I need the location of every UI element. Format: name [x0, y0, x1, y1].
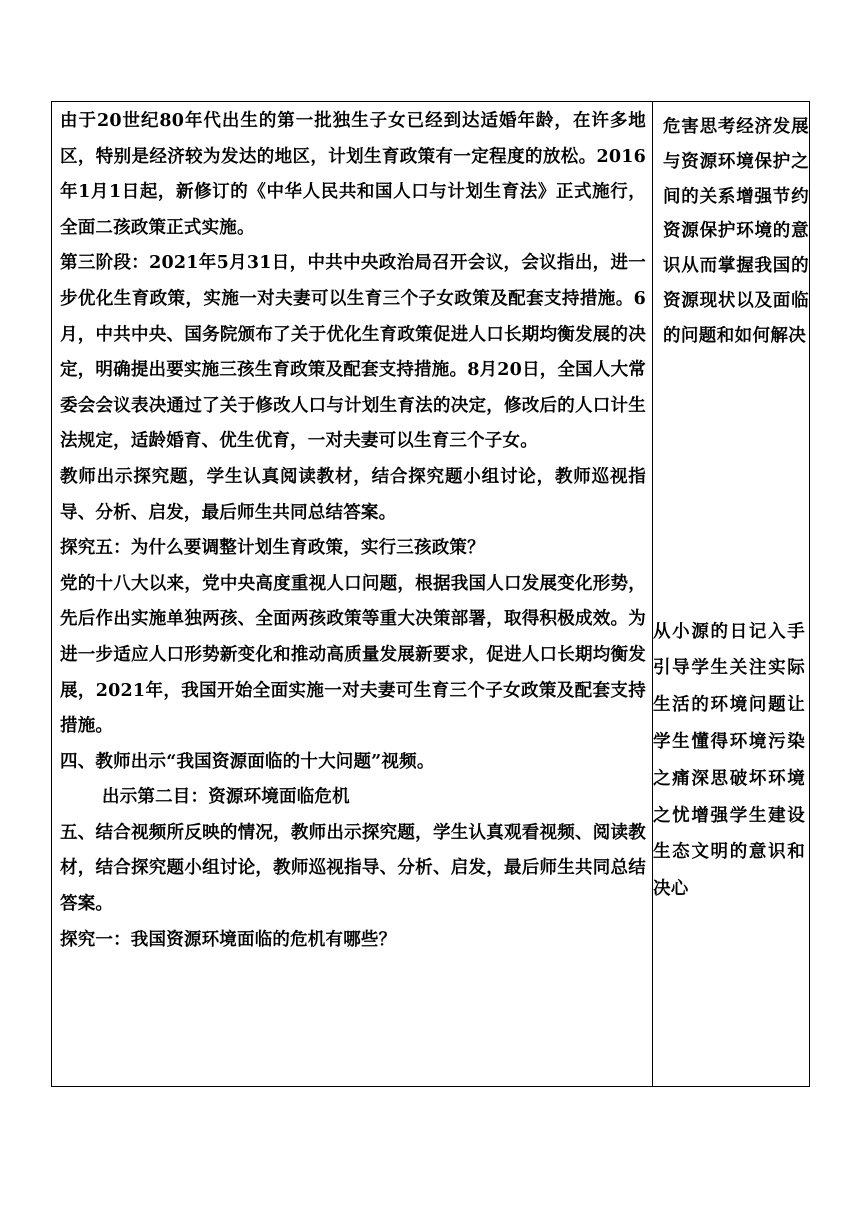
paragraph-step-four-video: 四、教师出示“我国资源面临的十大问题”视频。	[60, 751, 435, 772]
paragraph-inquiry-one-question: 探究一：我国资源环境面临的危机有哪些？	[60, 929, 397, 950]
paragraph-step-five: 五、结合视频所反映的情况，教师出示探究题，学生认真观看视频、阅读教材，结合探究题小组讨论，教师巡视指导、分析、启发，最后师生共同总结答案。	[60, 822, 646, 915]
paragraph-policy-relaxation: 由于20世纪80年代出生的第一批独生子女已经到达适婚年龄，在许多地区，特别是经济较为发达的地区，计划生育政策有一定程度的放松。2016年1月1日起，新修订的《中华人民共和国人口与计划生育法》正式施行，全面二孩政策正式实施。	[60, 111, 646, 238]
side-note-economy-environment: 危害思考经济发展与资源环境保护之间的关系增强节约资源保护环境的意识从而掌握我国的资源现状以及面临的问题和如何解决	[663, 117, 809, 346]
lesson-plan-table	[51, 101, 810, 1087]
side-note-diary-environment: 从小源的日记入手引导学生关注实际生活的环境问题让学生懂得环境污染之痛深思破坏环境之忧增强学生建设生态文明的意识和决心	[653, 621, 805, 900]
design-intent-cell	[653, 102, 810, 1087]
teaching-process-cell	[52, 102, 653, 1087]
table-row	[52, 102, 810, 1087]
paragraph-second-section-heading: 出示第二目：资源环境面临危机	[102, 787, 350, 808]
teaching-process-content	[52, 102, 652, 958]
paragraph-inquiry-five-question: 探究五：为什么要调整计划生育政策，实行三孩政策？	[60, 538, 485, 559]
paragraph-inquiry-five-answer: 党的十八大以来，党中央高度重视人口问题，根据我国人口发展变化形势，先后作出实施单独两孩、全面两孩政策等重大决策部署，取得积极成效。为进一步适应人口形势新变化和推动高质量发展新要求，促进人口长期均衡发展，2021年，我国开始全面实施一对夫妻可生育三个子女政策及配套支持措施。	[60, 573, 646, 737]
paragraph-teacher-instruction: 教师出示探究题，学生认真阅读教材，结合探究题小组讨论，教师巡视指导、分析、启发，最后师生共同总结答案。	[60, 466, 646, 523]
paragraph-third-stage: 第三阶段：2021年5月31日，中共中央政治局召开会议，会议指出，进一步优化生育政策，实施一对夫妻可以生育三个子女政策及配套支持措施。6月，中共中央、国务院颁布了关于优化生育政策促进人口长期均衡发展的决定，明确提出要实施三孩生育政策及配套支持措施。8月20日，全国人大常委会会议表决通过了关于修改人口与计划生育法的决定，修改后的人口计生法规定，适龄婚育、优生优育，一对夫妻可以生育三个子女。	[60, 253, 646, 452]
